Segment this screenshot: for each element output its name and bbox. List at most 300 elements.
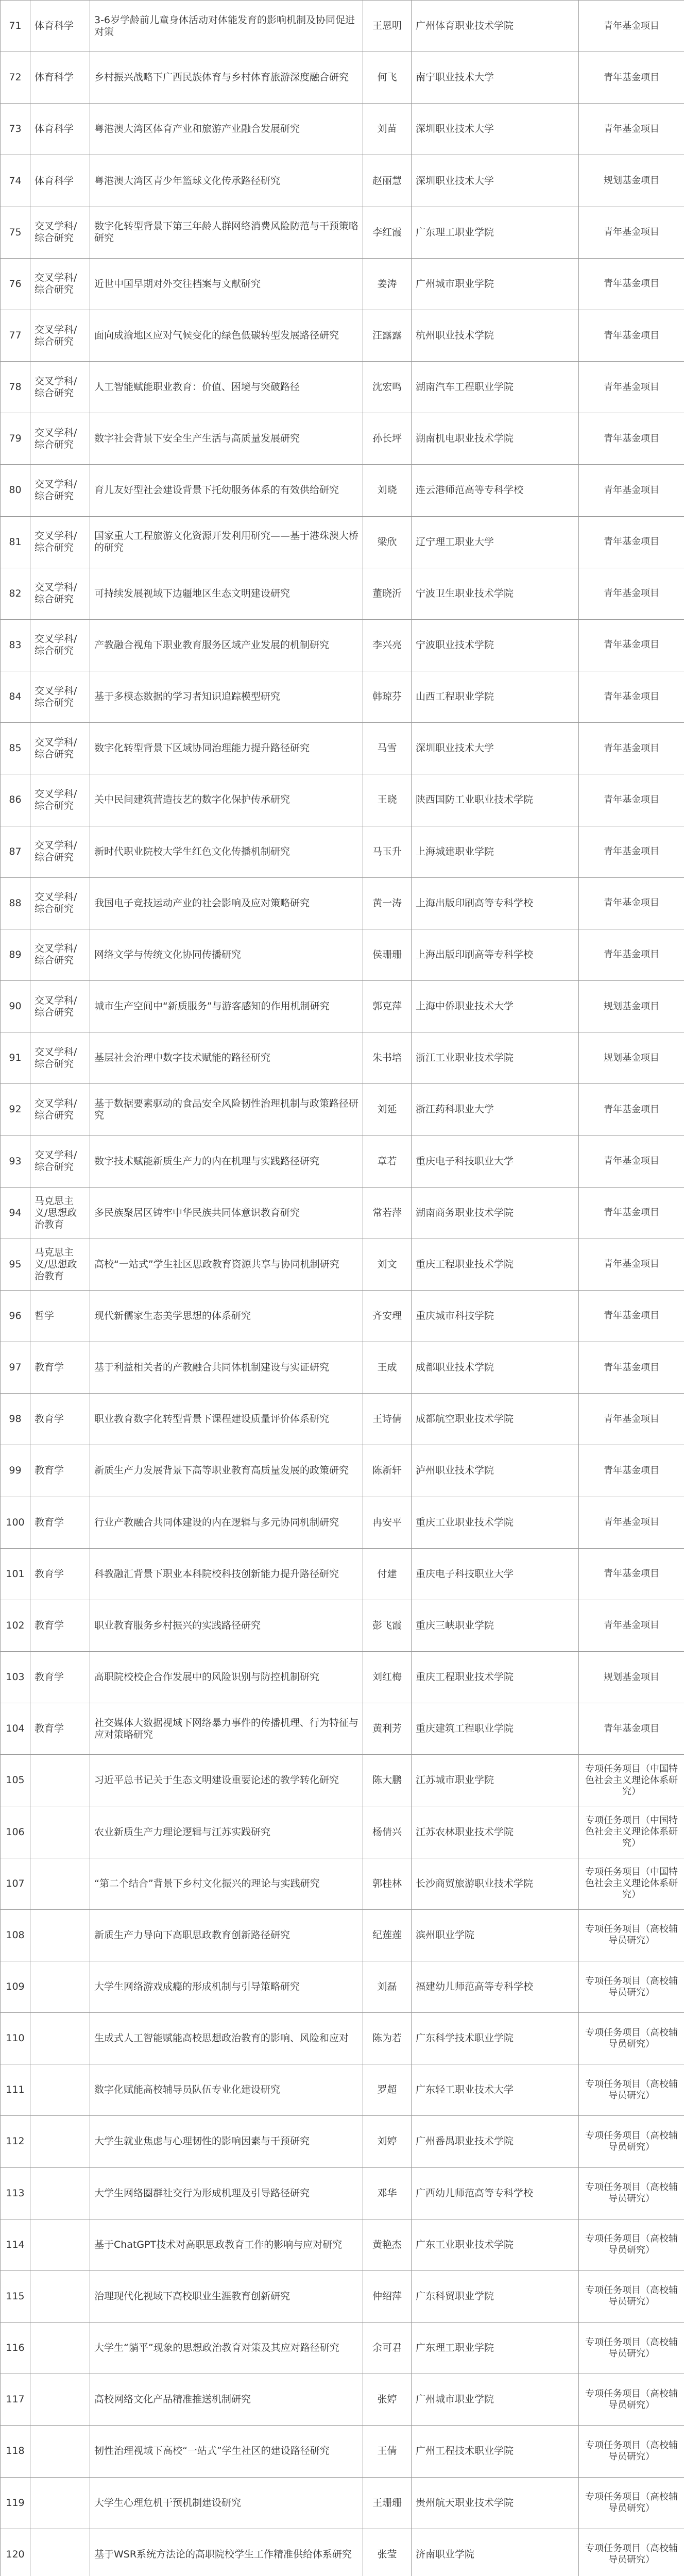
applicant-cell: 陈新轩 [363, 1445, 412, 1497]
project-type-cell: 专项任务项目（高校辅导员研究） [579, 2013, 684, 2064]
subject-cell [30, 1909, 90, 1961]
row-number: 111 [1, 2064, 30, 2116]
project-type-cell: 青年基金项目 [579, 1703, 684, 1755]
project-title-cell: 关中民间建筑营造技艺的数字化保护传承研究 [90, 774, 363, 826]
subject-cell [30, 2064, 90, 2116]
applicant-cell: 常若萍 [363, 1187, 412, 1239]
row-number: 89 [1, 929, 30, 980]
project-type-cell: 青年基金项目 [579, 1290, 684, 1342]
applicant-cell: 姜涛 [363, 258, 412, 310]
project-type-cell: 专项任务项目（高校辅导员研究） [579, 1909, 684, 1961]
applicant-cell: 孙长坪 [363, 413, 412, 465]
applicant-cell: 余可君 [363, 2323, 412, 2374]
project-title-cell: 育儿友好型社会建设背景下托幼服务体系的有效供给研究 [90, 465, 363, 516]
project-title-cell: 数字化转型背景下区域协同治理能力提升路径研究 [90, 723, 363, 774]
project-title-cell: 可持续发展视域下边疆地区生态文明建设研究 [90, 568, 363, 619]
row-number: 95 [1, 1239, 30, 1290]
subject-cell: 教育学 [30, 1652, 90, 1703]
subject-cell: 交叉学科/综合研究 [30, 929, 90, 980]
table-row [1, 310, 684, 361]
row-number: 108 [1, 1909, 30, 1961]
project-title-cell: 数字化转型背景下第三年龄人群网络消费风险防范与干预策略研究 [90, 207, 363, 258]
applicant-cell: 王晓 [363, 774, 412, 826]
applicant-cell: 赵丽慧 [363, 155, 412, 207]
project-type-cell: 青年基金项目 [579, 1548, 684, 1600]
subject-cell [30, 2477, 90, 2529]
row-number: 115 [1, 2270, 30, 2322]
row-number: 91 [1, 1032, 30, 1084]
subject-cell: 交叉学科/综合研究 [30, 465, 90, 516]
subject-cell [30, 2323, 90, 2374]
table-row [1, 2270, 684, 2322]
institution-cell: 深圳职业技术大学 [412, 104, 579, 155]
project-type-cell: 专项任务项目（中国特色社会主义理论体系研究） [579, 1755, 684, 1806]
subject-cell: 交叉学科/综合研究 [30, 877, 90, 929]
institution-cell: 江苏城市职业学院 [412, 1755, 579, 1806]
row-number: 81 [1, 516, 30, 568]
project-title-cell: 基层社会治理中数字技术赋能的路径研究 [90, 1032, 363, 1084]
institution-cell: 广州体育职业技术学院 [412, 1, 579, 52]
applicant-cell: 侯珊珊 [363, 929, 412, 980]
project-title-cell: 大学生网络圈群社交行为形成机理及引导路径研究 [90, 2167, 363, 2219]
table-row [1, 2116, 684, 2167]
project-title-cell: 网络文学与传统文化协同传播研究 [90, 929, 363, 980]
row-number: 113 [1, 2167, 30, 2219]
row-number: 83 [1, 619, 30, 671]
project-title-cell: 数字技术赋能新质生产力的内在机理与实践路径研究 [90, 1136, 363, 1187]
project-type-cell: 青年基金项目 [579, 1600, 684, 1651]
institution-cell: 上海中侨职业技术大学 [412, 980, 579, 1032]
table-row [1, 1342, 684, 1394]
project-title-cell: 国家重大工程旅游文化资源开发利用研究——基于港珠澳大桥的研究 [90, 516, 363, 568]
table-row [1, 568, 684, 619]
applicant-cell: 仲绍萍 [363, 2270, 412, 2322]
table-row [1, 1961, 684, 2012]
table-row [1, 1084, 684, 1136]
table-row [1, 1755, 684, 1806]
project-type-cell: 青年基金项目 [579, 826, 684, 877]
table-row [1, 1806, 684, 1858]
institution-cell: 湖南商务职业技术学院 [412, 1187, 579, 1239]
row-number: 109 [1, 1961, 30, 2012]
project-type-cell: 青年基金项目 [579, 465, 684, 516]
table-row [1, 877, 684, 929]
institution-cell: 山西工程职业学院 [412, 671, 579, 723]
project-type-cell: 规划基金项目 [579, 1652, 684, 1703]
row-number: 78 [1, 362, 30, 413]
table-row [1, 1600, 684, 1651]
applicant-cell: 王珊珊 [363, 2477, 412, 2529]
project-title-cell: 乡村振兴战略下广西民族体育与乡村体育旅游深度融合研究 [90, 52, 363, 104]
institution-cell: 上海出版印刷高等专科学校 [412, 877, 579, 929]
subject-cell: 交叉学科/综合研究 [30, 258, 90, 310]
subject-cell: 体育科学 [30, 1, 90, 52]
project-title-cell: 多民族聚居区铸牢中华民族共同体意识教育研究 [90, 1187, 363, 1239]
institution-cell: 浙江工业职业技术学院 [412, 1032, 579, 1084]
institution-cell: 江苏农林职业技术学院 [412, 1806, 579, 1858]
row-number: 75 [1, 207, 30, 258]
project-title-cell: 近世中国早期对外交往档案与文献研究 [90, 258, 363, 310]
project-type-cell: 青年基金项目 [579, 929, 684, 980]
table-row [1, 980, 684, 1032]
institution-cell: 广西幼儿师范高等专科学校 [412, 2167, 579, 2219]
institution-cell: 泸州职业技术学院 [412, 1445, 579, 1497]
applicant-cell: 朱书培 [363, 1032, 412, 1084]
project-type-cell: 专项任务项目（高校辅导员研究） [579, 2426, 684, 2477]
table-row [1, 207, 684, 258]
institution-cell: 重庆工程职业技术学院 [412, 1652, 579, 1703]
row-number: 94 [1, 1187, 30, 1239]
applicant-cell: 刘红梅 [363, 1652, 412, 1703]
table-row [1, 2477, 684, 2529]
project-title-cell: 基于ChatGPT技术对高职思政教育工作的影响与应对研究 [90, 2219, 363, 2270]
table-row [1, 1497, 684, 1548]
project-title-cell: “第二个结合”背景下乡村文化振兴的理论与实践研究 [90, 1858, 363, 1909]
project-title-cell: 产教融合视角下职业教育服务区域产业发展的机制研究 [90, 619, 363, 671]
project-type-cell: 专项任务项目（中国特色社会主义理论体系研究） [579, 1806, 684, 1858]
project-type-cell: 青年基金项目 [579, 1497, 684, 1548]
project-type-cell: 专项任务项目（中国特色社会主义理论体系研究） [579, 1858, 684, 1909]
project-type-cell: 青年基金项目 [579, 1394, 684, 1445]
project-type-cell: 专项任务项目（高校辅导员研究） [579, 2477, 684, 2529]
row-number: 101 [1, 1548, 30, 1600]
applicant-cell: 黄艳杰 [363, 2219, 412, 2270]
applicant-cell: 王恩明 [363, 1, 412, 52]
applicant-cell: 郭克萍 [363, 980, 412, 1032]
subject-cell [30, 2270, 90, 2322]
table-row [1, 1445, 684, 1497]
project-title-cell: 韧性治理视域下高校“一站式”学生社区的建设路径研究 [90, 2426, 363, 2477]
project-type-cell: 专项任务项目（高校辅导员研究） [579, 2064, 684, 2116]
project-title-cell: 我国电子竞技运动产业的社会影响及应对策略研究 [90, 877, 363, 929]
subject-cell: 交叉学科/综合研究 [30, 516, 90, 568]
institution-cell: 深圳职业技术大学 [412, 723, 579, 774]
row-number: 120 [1, 2529, 30, 2576]
applicant-cell: 何飞 [363, 52, 412, 104]
table-row [1, 1858, 684, 1909]
applicant-cell: 彭飞霞 [363, 1600, 412, 1651]
subject-cell: 体育科学 [30, 52, 90, 104]
subject-cell: 体育科学 [30, 104, 90, 155]
institution-cell: 广州工程技术职业学院 [412, 2426, 579, 2477]
applicant-cell: 王成 [363, 1342, 412, 1394]
project-type-cell: 青年基金项目 [579, 310, 684, 361]
table-row [1, 1239, 684, 1290]
project-type-cell: 青年基金项目 [579, 516, 684, 568]
table-row [1, 1136, 684, 1187]
row-number: 72 [1, 52, 30, 104]
table-row [1, 2219, 684, 2270]
applicant-cell: 齐安理 [363, 1290, 412, 1342]
project-title-cell: 科教融汇背景下职业本科院校科技创新能力提升路径研究 [90, 1548, 363, 1600]
applicant-cell: 付建 [363, 1548, 412, 1600]
project-type-cell: 青年基金项目 [579, 568, 684, 619]
institution-cell: 广东科贸职业学院 [412, 2270, 579, 2322]
row-number: 98 [1, 1394, 30, 1445]
project-type-cell: 专项任务项目（高校辅导员研究） [579, 2270, 684, 2322]
table-row [1, 1703, 684, 1755]
institution-cell: 浙江药科职业大学 [412, 1084, 579, 1136]
applicant-cell: 陈为若 [363, 2013, 412, 2064]
applicant-cell: 马玉升 [363, 826, 412, 877]
subject-cell: 教育学 [30, 1548, 90, 1600]
subject-cell [30, 2167, 90, 2219]
row-number: 117 [1, 2374, 30, 2426]
subject-cell [30, 2529, 90, 2576]
project-type-cell: 青年基金项目 [579, 1136, 684, 1187]
project-title-cell: 数字化赋能高校辅导员队伍专业化建设研究 [90, 2064, 363, 2116]
table-row [1, 1187, 684, 1239]
project-type-cell: 青年基金项目 [579, 1084, 684, 1136]
applicant-cell: 纪莲莲 [363, 1909, 412, 1961]
institution-cell: 广东轻工职业技术大学 [412, 2064, 579, 2116]
project-type-cell: 青年基金项目 [579, 207, 684, 258]
subject-cell: 交叉学科/综合研究 [30, 207, 90, 258]
table-row [1, 2013, 684, 2064]
subject-cell: 交叉学科/综合研究 [30, 1136, 90, 1187]
institution-cell: 重庆电子科技职业大学 [412, 1548, 579, 1600]
project-type-cell: 专项任务项目（高校辅导员研究） [579, 2323, 684, 2374]
project-type-cell: 专项任务项目（高校辅导员研究） [579, 1961, 684, 2012]
subject-cell: 哲学 [30, 1290, 90, 1342]
row-number: 110 [1, 2013, 30, 2064]
project-type-cell: 专项任务项目（高校辅导员研究） [579, 2116, 684, 2167]
institution-cell: 上海城建职业学院 [412, 826, 579, 877]
project-title-cell: 大学生“躺平”现象的思想政治教育对策及其应对路径研究 [90, 2323, 363, 2374]
subject-cell [30, 2116, 90, 2167]
subject-cell: 教育学 [30, 1445, 90, 1497]
row-number: 74 [1, 155, 30, 207]
applicant-cell: 刘文 [363, 1239, 412, 1290]
project-type-cell: 青年基金项目 [579, 362, 684, 413]
row-number: 76 [1, 258, 30, 310]
table-row [1, 155, 684, 207]
project-type-cell: 专项任务项目（高校辅导员研究） [579, 2529, 684, 2576]
subject-cell [30, 2219, 90, 2270]
applicant-cell: 汪露露 [363, 310, 412, 361]
project-title-cell: 新质生产力发展背景下高等职业教育高质量发展的政策研究 [90, 1445, 363, 1497]
institution-cell: 贵州航天职业技术学院 [412, 2477, 579, 2529]
applicant-cell: 张莹 [363, 2529, 412, 2576]
row-number: 103 [1, 1652, 30, 1703]
table-row [1, 1548, 684, 1600]
project-type-cell: 青年基金项目 [579, 104, 684, 155]
row-number: 116 [1, 2323, 30, 2374]
project-type-cell: 规划基金项目 [579, 980, 684, 1032]
subject-cell: 教育学 [30, 1703, 90, 1755]
applicant-cell: 沈宏鸣 [363, 362, 412, 413]
institution-cell: 湖南机电职业技术学院 [412, 413, 579, 465]
project-title-cell: 大学生心理危机干预机制建设研究 [90, 2477, 363, 2529]
institution-cell: 重庆建筑工程职业学院 [412, 1703, 579, 1755]
project-type-cell: 专项任务项目（高校辅导员研究） [579, 2167, 684, 2219]
row-number: 119 [1, 2477, 30, 2529]
row-number: 71 [1, 1, 30, 52]
subject-cell: 交叉学科/综合研究 [30, 774, 90, 826]
applicant-cell: 王诗倩 [363, 1394, 412, 1445]
project-type-cell: 青年基金项目 [579, 52, 684, 104]
subject-cell [30, 2374, 90, 2426]
project-title-cell: 职业教育数字化转型背景下课程建设质量评价体系研究 [90, 1394, 363, 1445]
applicant-cell: 韩琼芬 [363, 671, 412, 723]
project-type-cell: 青年基金项目 [579, 1187, 684, 1239]
applicant-cell: 冉安平 [363, 1497, 412, 1548]
row-number: 87 [1, 826, 30, 877]
institution-cell: 湖南汽车工程职业学院 [412, 362, 579, 413]
row-number: 114 [1, 2219, 30, 2270]
row-number: 85 [1, 723, 30, 774]
project-title-cell: 新时代职业院校大学生红色文化传播机制研究 [90, 826, 363, 877]
institution-cell: 广州城市职业学院 [412, 258, 579, 310]
applicant-cell: 刘苗 [363, 104, 412, 155]
institution-cell: 重庆三峡职业学院 [412, 1600, 579, 1651]
subject-cell: 教育学 [30, 1497, 90, 1548]
subject-cell: 交叉学科/综合研究 [30, 671, 90, 723]
subject-cell: 交叉学科/综合研究 [30, 413, 90, 465]
project-type-cell: 青年基金项目 [579, 774, 684, 826]
table-row [1, 1, 684, 52]
project-title-cell: 数字社会背景下安全生产生活与高质量发展研究 [90, 413, 363, 465]
row-number: 86 [1, 774, 30, 826]
applicant-cell: 李红霞 [363, 207, 412, 258]
subject-cell [30, 1858, 90, 1909]
project-title-cell: 基于数据要素驱动的食品安全风险韧性治理机制与政策路径研究 [90, 1084, 363, 1136]
row-number: 80 [1, 465, 30, 516]
institution-cell: 重庆城市科技学院 [412, 1290, 579, 1342]
table-row [1, 52, 684, 104]
row-number: 92 [1, 1084, 30, 1136]
project-title-cell: 治理现代化视域下高校职业生涯教育创新研究 [90, 2270, 363, 2322]
subject-cell [30, 1961, 90, 2012]
project-title-cell: 现代新儒家生态美学思想的体系研究 [90, 1290, 363, 1342]
subject-cell: 教育学 [30, 1342, 90, 1394]
subject-cell: 交叉学科/综合研究 [30, 1084, 90, 1136]
institution-cell: 广州番禺职业技术学院 [412, 2116, 579, 2167]
table-row [1, 516, 684, 568]
institution-cell: 杭州职业技术学院 [412, 310, 579, 361]
institution-cell: 宁波职业技术学院 [412, 619, 579, 671]
applicant-cell: 刘婷 [363, 2116, 412, 2167]
table-row [1, 671, 684, 723]
row-number: 88 [1, 877, 30, 929]
project-type-cell: 青年基金项目 [579, 258, 684, 310]
project-title-cell: 3-6岁学龄前儿童身体活动对体能发育的影响机制及协同促进对策 [90, 1, 363, 52]
project-type-cell: 规划基金项目 [579, 1032, 684, 1084]
project-title-cell: 大学生网络游戏成瘾的形成机制与引导策略研究 [90, 1961, 363, 2012]
institution-cell: 广州城市职业学院 [412, 2374, 579, 2426]
institution-cell: 广东理工职业学院 [412, 207, 579, 258]
row-number: 104 [1, 1703, 30, 1755]
project-type-cell: 专项任务项目（高校辅导员研究） [579, 2374, 684, 2426]
applicant-cell: 杨倩兴 [363, 1806, 412, 1858]
subject-cell [30, 1806, 90, 1858]
table-row [1, 1394, 684, 1445]
project-title-cell: 高校网络文化产品精准推送机制研究 [90, 2374, 363, 2426]
project-title-cell: 职业教育服务乡村振兴的实践路径研究 [90, 1600, 363, 1651]
project-title-cell: 粤港澳大湾区青少年篮球文化传承路径研究 [90, 155, 363, 207]
project-title-cell: 基于WSR系统方法论的高职院校学生工作精准供给体系研究 [90, 2529, 363, 2576]
project-type-cell: 青年基金项目 [579, 877, 684, 929]
subject-cell: 教育学 [30, 1600, 90, 1651]
institution-cell: 滨州职业学院 [412, 1909, 579, 1961]
institution-cell: 重庆工业职业技术学院 [412, 1497, 579, 1548]
institution-cell: 广东科学技术职业学院 [412, 2013, 579, 2064]
row-number: 82 [1, 568, 30, 619]
project-type-cell: 青年基金项目 [579, 619, 684, 671]
institution-cell: 重庆工程职业技术学院 [412, 1239, 579, 1290]
subject-cell: 交叉学科/综合研究 [30, 362, 90, 413]
project-title-cell: 粤港澳大湾区体育产业和旅游产业融合发展研究 [90, 104, 363, 155]
table-row [1, 2374, 684, 2426]
row-number: 107 [1, 1858, 30, 1909]
project-type-cell: 青年基金项目 [579, 1, 684, 52]
table-row [1, 2426, 684, 2477]
applicant-cell: 陈大鹏 [363, 1755, 412, 1806]
applicant-cell: 马雪 [363, 723, 412, 774]
row-number: 84 [1, 671, 30, 723]
institution-cell: 宁波卫生职业技术学院 [412, 568, 579, 619]
applicant-cell: 邓华 [363, 2167, 412, 2219]
row-number: 99 [1, 1445, 30, 1497]
institution-cell: 深圳职业技术大学 [412, 155, 579, 207]
project-title-cell: 高职院校校企合作发展中的风险识别与防控机制研究 [90, 1652, 363, 1703]
table-row [1, 362, 684, 413]
institution-cell: 福建幼儿师范高等专科学校 [412, 1961, 579, 2012]
applicant-cell: 黄一涛 [363, 877, 412, 929]
institution-cell: 辽宁理工职业大学 [412, 516, 579, 568]
applicant-cell: 董晓沂 [363, 568, 412, 619]
applicant-cell: 王倩 [363, 2426, 412, 2477]
table-row [1, 2167, 684, 2219]
row-number: 90 [1, 980, 30, 1032]
applicant-cell: 郭桂林 [363, 1858, 412, 1909]
subject-cell: 交叉学科/综合研究 [30, 826, 90, 877]
subject-cell: 马克思主义/思想政治教育 [30, 1187, 90, 1239]
row-number: 102 [1, 1600, 30, 1651]
row-number: 93 [1, 1136, 30, 1187]
table-row [1, 2323, 684, 2374]
table-row [1, 929, 684, 980]
applicant-cell: 章若 [363, 1136, 412, 1187]
subject-cell: 交叉学科/综合研究 [30, 310, 90, 361]
project-title-cell: 新质生产力导向下高职思政教育创新路径研究 [90, 1909, 363, 1961]
row-number: 73 [1, 104, 30, 155]
subject-cell [30, 2426, 90, 2477]
subject-cell: 交叉学科/综合研究 [30, 723, 90, 774]
institution-cell: 广东理工职业学院 [412, 2323, 579, 2374]
table-row [1, 1909, 684, 1961]
applicant-cell: 梁欣 [363, 516, 412, 568]
project-title-cell: 面向成渝地区应对气候变化的绿色低碳转型发展路径研究 [90, 310, 363, 361]
table-row [1, 1290, 684, 1342]
table-row [1, 619, 684, 671]
row-number: 112 [1, 2116, 30, 2167]
project-title-cell: 高校“一站式”学生社区思政教育资源共享与协同机制研究 [90, 1239, 363, 1290]
project-title-cell: 城市生产空间中“新质服务”与游客感知的作用机制研究 [90, 980, 363, 1032]
project-type-cell: 青年基金项目 [579, 671, 684, 723]
project-type-cell: 规划基金项目 [579, 155, 684, 207]
table-row [1, 104, 684, 155]
institution-cell: 济南职业学院 [412, 2529, 579, 2576]
applicant-cell: 刘延 [363, 1084, 412, 1136]
applicant-cell: 刘磊 [363, 1961, 412, 2012]
table-row [1, 258, 684, 310]
row-number: 97 [1, 1342, 30, 1394]
table-row [1, 2064, 684, 2116]
project-type-cell: 青年基金项目 [579, 723, 684, 774]
project-type-cell: 青年基金项目 [579, 1239, 684, 1290]
table-row [1, 1652, 684, 1703]
